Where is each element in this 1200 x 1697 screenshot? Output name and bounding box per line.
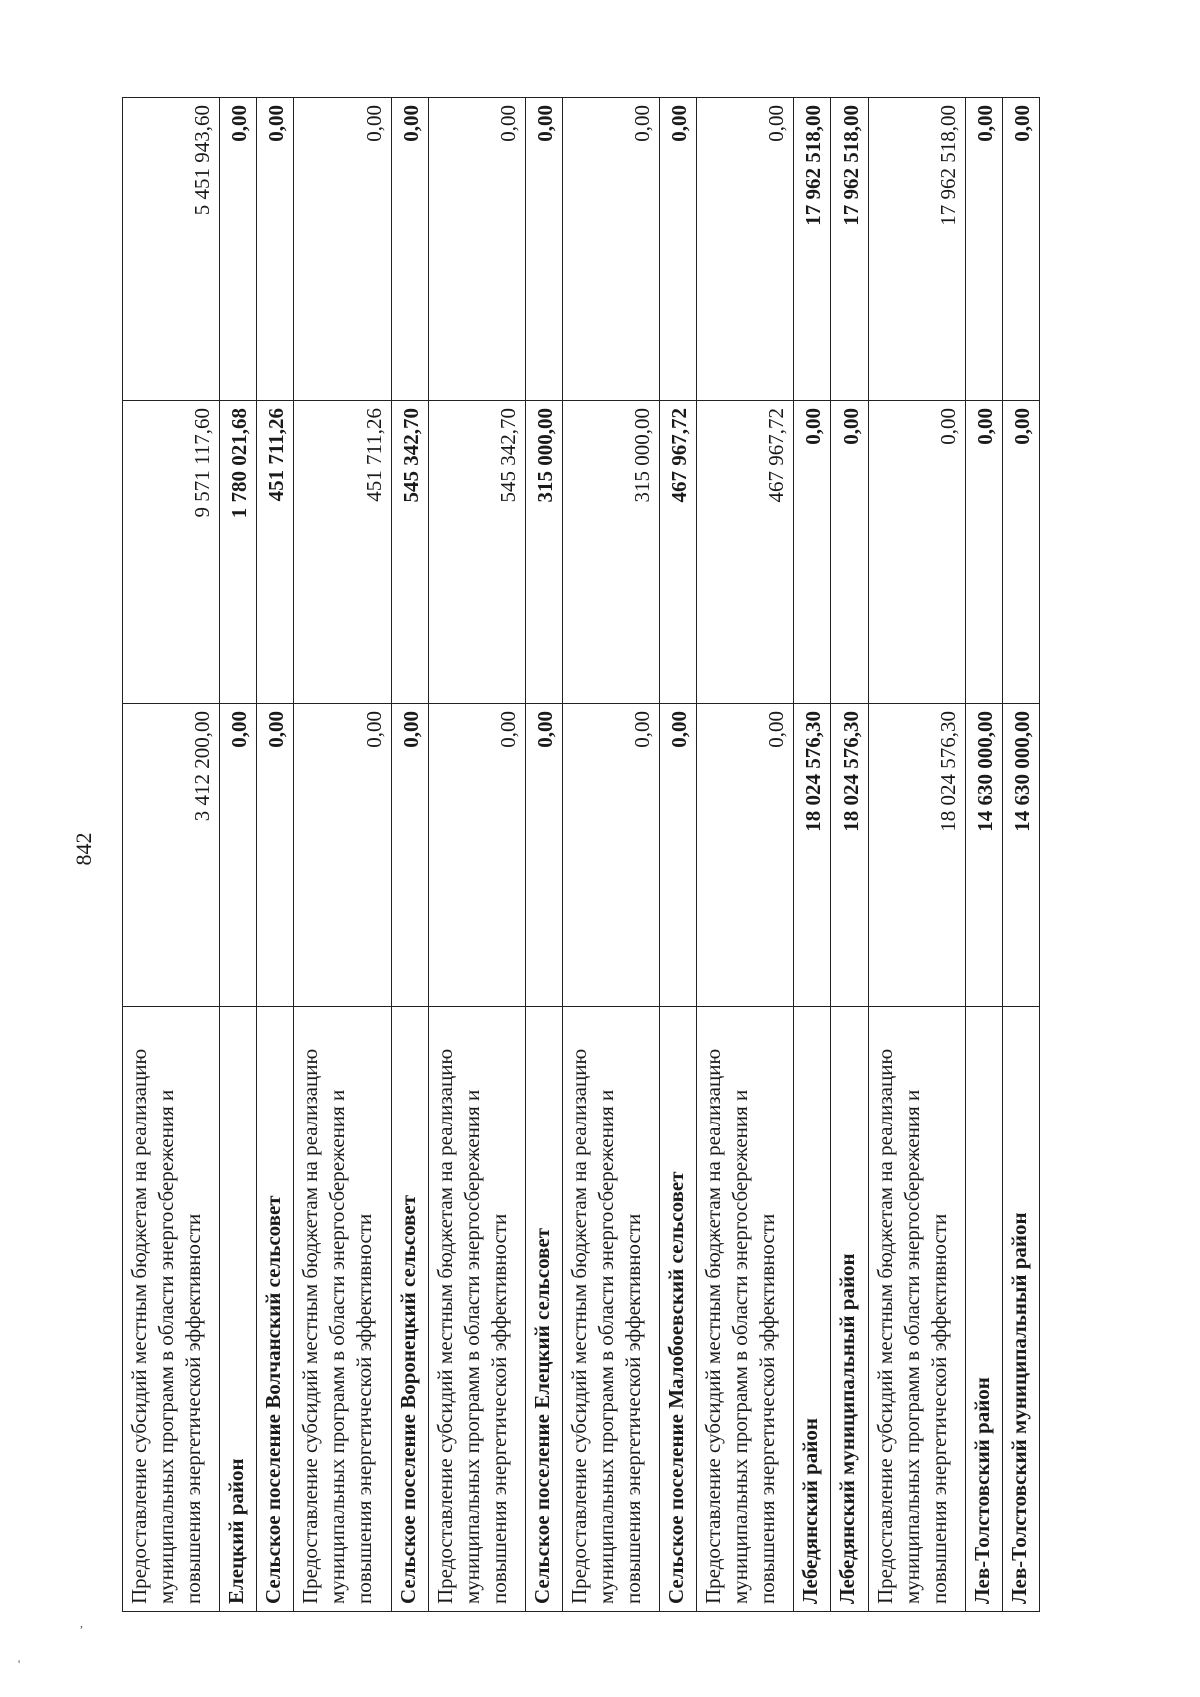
row-name: Сельское поселение Волчанский сельсовет — [257, 1007, 294, 1612]
table-row — [294, 98, 391, 1612]
page-number: 842 — [71, 832, 96, 866]
rotated-table-container — [122, 97, 1040, 1612]
row-value-3: 0,00 — [697, 98, 794, 401]
row-value-1: 14 630 000,00 — [1002, 704, 1039, 1007]
row-name: Предоставление субсидий местным бюджетам на реализацию муниципальных программ в области энергосбережения и повышения энергетической эффективности — [123, 1007, 220, 1612]
row-value-3: 17 962 518,00 — [831, 98, 868, 401]
row-value-2: 451 711,26 — [257, 401, 294, 704]
scan-mark: , — [80, 1616, 83, 1630]
row-value-3: 0,00 — [1002, 98, 1039, 401]
row-name: Предоставление субсидий местным бюджетам на реализацию муниципальных программ в области энергосбережения и повышения энергетической эффективности — [697, 1007, 794, 1612]
row-value-3: 0,00 — [257, 98, 294, 401]
row-name: Сельское поселение Воронецкий сельсовет — [391, 1007, 428, 1612]
row-value-2: 0,00 — [1002, 401, 1039, 704]
row-value-1: 0,00 — [220, 704, 257, 1007]
row-value-3: 5 451 943,60 — [123, 98, 220, 401]
row-value-2: 451 711,26 — [294, 401, 391, 704]
row-value-2: 9 571 117,60 — [123, 401, 220, 704]
row-value-1: 0,00 — [660, 704, 697, 1007]
row-value-2: 545 342,70 — [428, 401, 525, 704]
row-value-3: 0,00 — [391, 98, 428, 401]
row-value-1: 18 024 576,30 — [831, 704, 868, 1007]
row-value-1: 0,00 — [257, 704, 294, 1007]
row-value-3: 0,00 — [562, 98, 659, 401]
row-name: Лебедянский район — [794, 1007, 831, 1612]
table-row — [697, 98, 794, 1612]
row-name: Лев-Толстовский район — [965, 1007, 1002, 1612]
row-value-3: 17 962 518,00 — [794, 98, 831, 401]
row-value-2: 0,00 — [965, 401, 1002, 704]
row-value-3: 0,00 — [965, 98, 1002, 401]
table-row — [660, 98, 697, 1612]
table-row — [428, 98, 525, 1612]
row-name: Предоставление субсидий местным бюджетам на реализацию муниципальных программ в области энергосбережения и повышения энергетической эффективности — [428, 1007, 525, 1612]
row-name: Лебедянский муниципальный район — [831, 1007, 868, 1612]
table-row — [257, 98, 294, 1612]
row-value-1: 18 024 576,30 — [794, 704, 831, 1007]
row-value-1: 0,00 — [697, 704, 794, 1007]
row-value-2: 0,00 — [868, 401, 965, 704]
row-name: Сельское поселение Малобоевский сельсовет — [660, 1007, 697, 1612]
table-row — [123, 98, 220, 1612]
row-value-3: 0,00 — [294, 98, 391, 401]
table-row — [220, 98, 257, 1612]
table-row — [1002, 98, 1039, 1612]
row-value-3: 17 962 518,00 — [868, 98, 965, 401]
row-value-1: 0,00 — [525, 704, 562, 1007]
row-value-3: 0,00 — [428, 98, 525, 401]
table-row — [525, 98, 562, 1612]
row-value-1: 14 630 000,00 — [965, 704, 1002, 1007]
row-value-1: 0,00 — [562, 704, 659, 1007]
table-row — [562, 98, 659, 1612]
row-name: Елецкий район — [220, 1007, 257, 1612]
row-value-2: 467 967,72 — [697, 401, 794, 704]
row-value-3: 0,00 — [220, 98, 257, 401]
row-name: Предоставление субсидий местным бюджетам на реализацию муниципальных программ в области энергосбережения и повышения энергетической эффективности — [562, 1007, 659, 1612]
table-row — [868, 98, 965, 1612]
row-name: Лев-Толстовский муниципальный район — [1002, 1007, 1039, 1612]
row-value-1: 0,00 — [294, 704, 391, 1007]
row-name: Предоставление субсидий местным бюджетам на реализацию муниципальных программ в области энергосбережения и повышения энергетической эффективности — [868, 1007, 965, 1612]
row-name: Сельское поселение Елецкий сельсовет — [525, 1007, 562, 1612]
row-value-3: 0,00 — [660, 98, 697, 401]
row-value-2: 1 780 021,68 — [220, 401, 257, 704]
row-value-2: 315 000,00 — [562, 401, 659, 704]
row-value-1: 18 024 576,30 — [868, 704, 965, 1007]
budget-table — [122, 97, 1040, 1612]
row-value-2: 0,00 — [831, 401, 868, 704]
row-value-3: 0,00 — [525, 98, 562, 401]
row-value-1: 0,00 — [428, 704, 525, 1007]
row-name: Предоставление субсидий местным бюджетам на реализацию муниципальных программ в области энергосбережения и повышения энергетической эффективности — [294, 1007, 391, 1612]
scan-mark: ' — [18, 1657, 21, 1671]
table-row — [794, 98, 831, 1612]
row-value-2: 467 967,72 — [660, 401, 697, 704]
row-value-1: 3 412 200,00 — [123, 704, 220, 1007]
table-row — [831, 98, 868, 1612]
table-row — [965, 98, 1002, 1612]
row-value-1: 0,00 — [391, 704, 428, 1007]
table-row — [391, 98, 428, 1612]
row-value-2: 315 000,00 — [525, 401, 562, 704]
row-value-2: 0,00 — [794, 401, 831, 704]
row-value-2: 545 342,70 — [391, 401, 428, 704]
